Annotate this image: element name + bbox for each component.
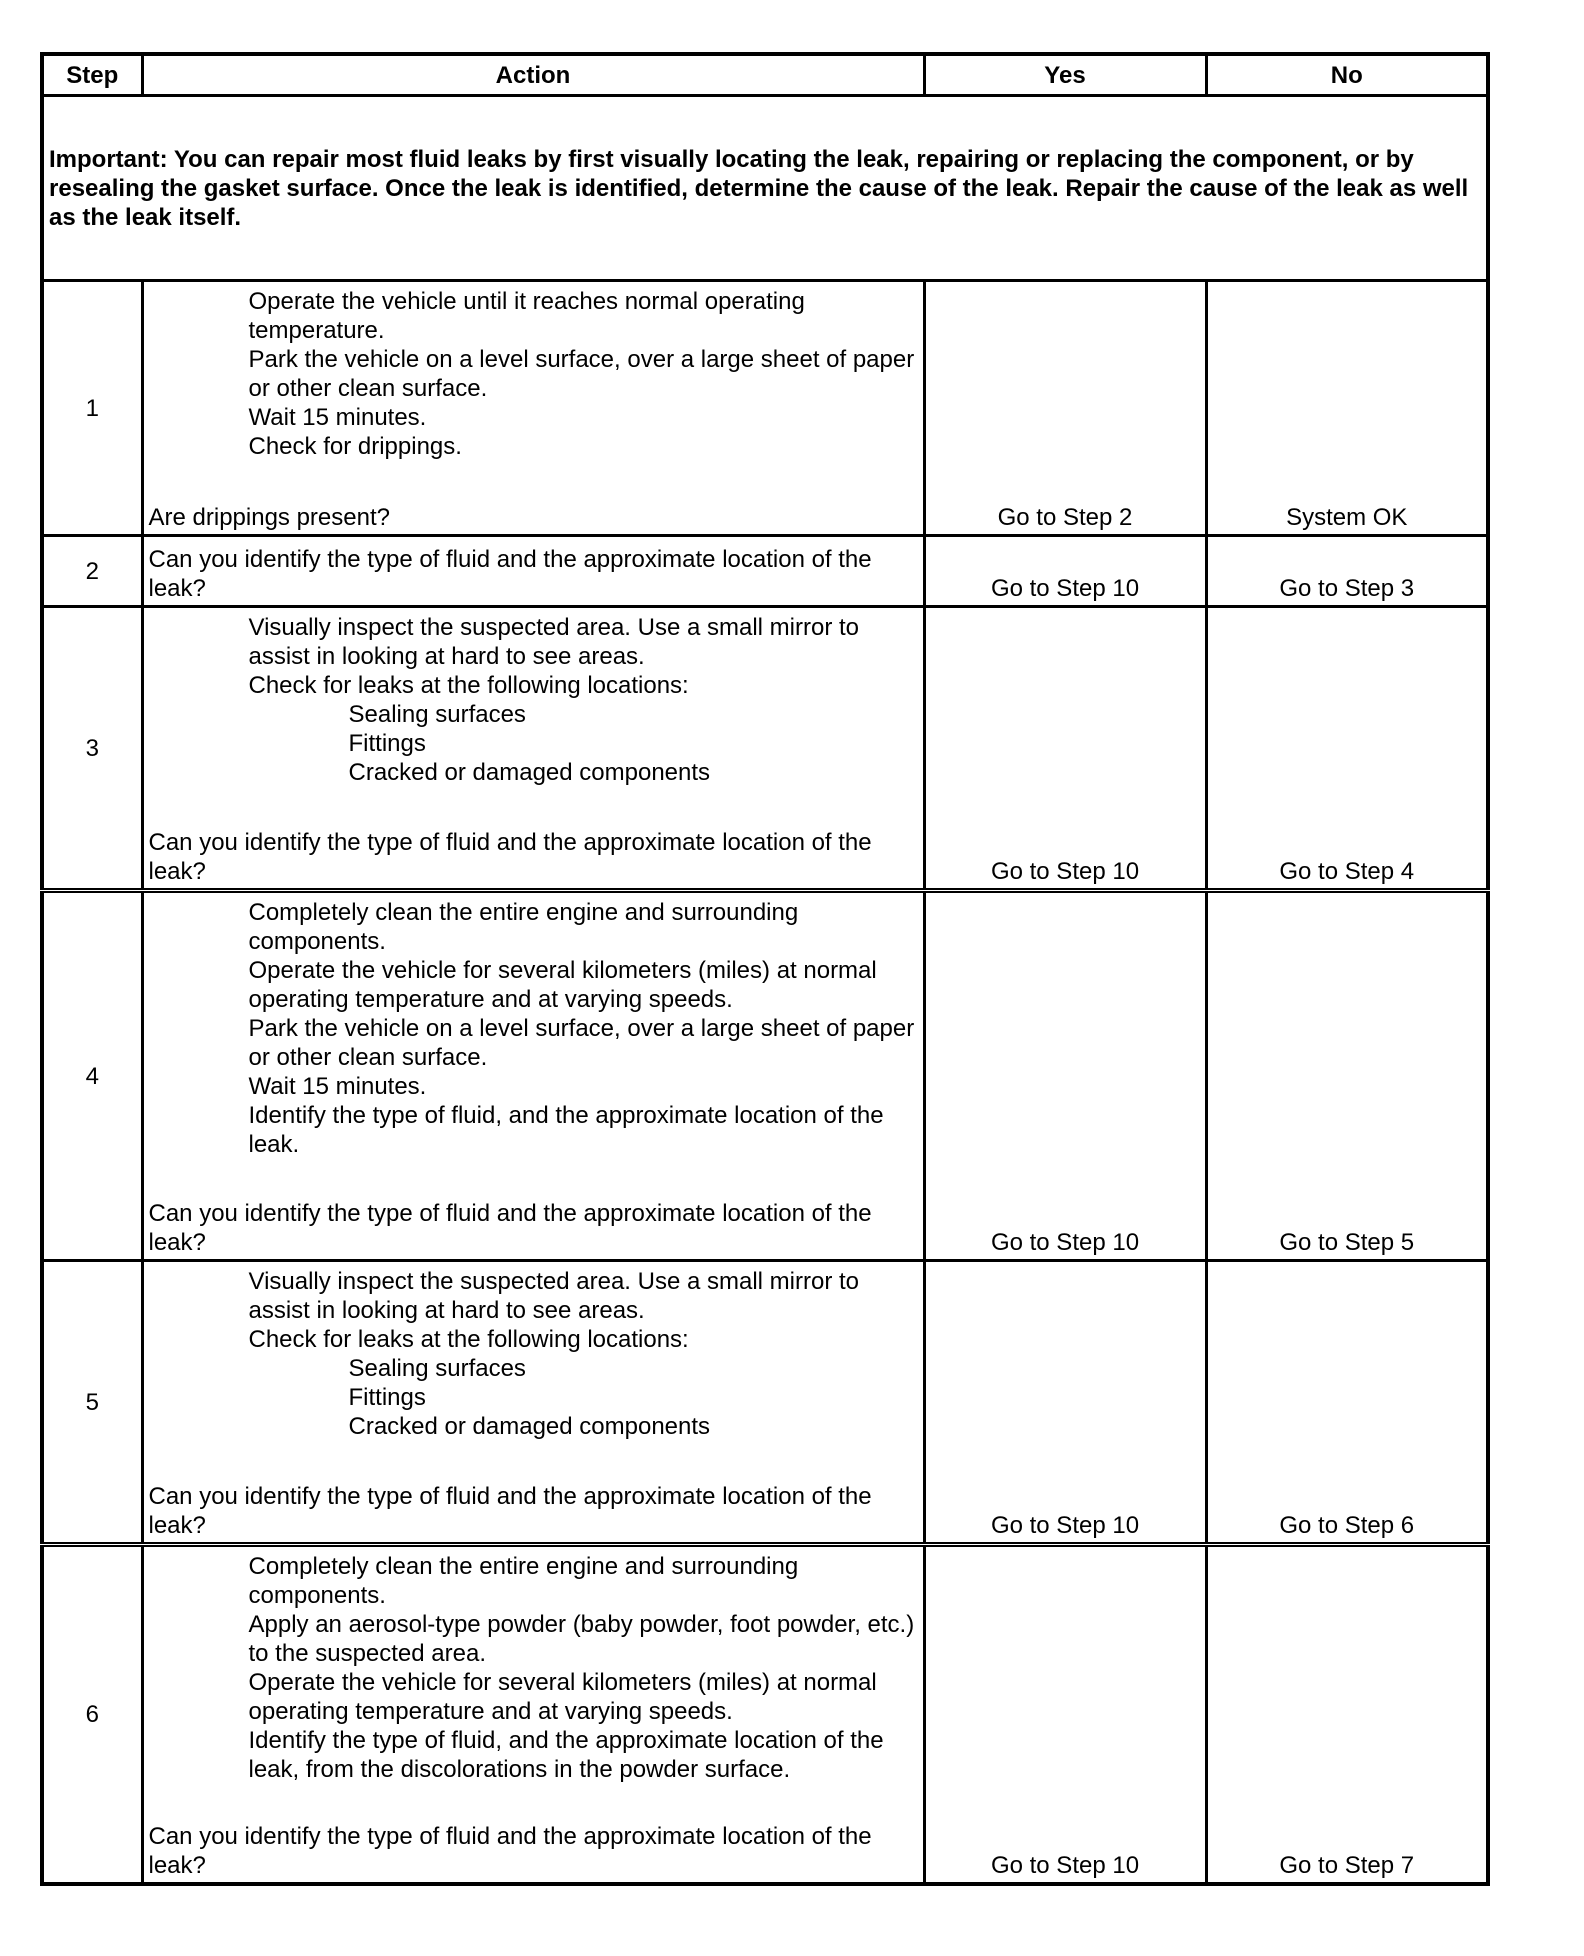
action-item: Check for drippings. <box>248 433 462 460</box>
action-item-text: Check for leaks at the following locations: <box>248 1326 689 1353</box>
yes-answer: Go to Step 2 <box>924 281 1206 536</box>
action-item: Visually inspect the suspected area. Use a small mirror to assist in looking at hard to see areas. <box>248 614 859 670</box>
action-list <box>149 613 915 787</box>
location-list <box>249 1354 915 1441</box>
action-item: Wait 15 minutes. <box>248 404 427 431</box>
action-item <box>249 1325 915 1441</box>
header-row <box>42 54 1488 96</box>
step-number: 4 <box>42 891 142 1261</box>
table-row <box>42 536 1488 607</box>
question: Can you identify the type of fluid and the approximate location of the leak? <box>148 1823 872 1879</box>
action-cell <box>142 281 924 536</box>
step-number: 2 <box>42 536 142 607</box>
step-number: 1 <box>42 281 142 536</box>
yes-answer: Go to Step 10 <box>924 536 1206 607</box>
yes-answer: Go to Step 10 <box>924 891 1206 1261</box>
table-row <box>42 607 1488 891</box>
no-answer: System OK <box>1206 281 1488 536</box>
action-list <box>149 287 915 461</box>
no-answer: Go to Step 5 <box>1206 891 1488 1261</box>
yes-answer: Go to Step 10 <box>924 1545 1206 1885</box>
important-note-row <box>42 96 1488 281</box>
header-yes: Yes <box>924 54 1206 96</box>
step-number: 5 <box>42 1261 142 1545</box>
yes-answer: Go to Step 10 <box>924 1261 1206 1545</box>
action-cell <box>142 1261 924 1545</box>
table-row <box>42 1545 1488 1885</box>
question: Can you identify the type of fluid and the approximate location of the leak? <box>148 546 872 602</box>
location-item: Cracked or damaged components <box>348 1413 711 1440</box>
action-item: Visually inspect the suspected area. Use a small mirror to assist in looking at hard to see areas. <box>248 1268 859 1324</box>
no-answer: Go to Step 4 <box>1206 607 1488 891</box>
action-item: Apply an aerosol-type powder (baby powder, foot powder, etc.) to the suspected area. <box>248 1611 915 1667</box>
step-number: 3 <box>42 607 142 891</box>
action-item: Park the vehicle on a level surface, over a large sheet of paper or other clean surface. <box>248 1015 915 1071</box>
action-item <box>249 671 915 787</box>
no-answer: Go to Step 3 <box>1206 536 1488 607</box>
header-no: No <box>1206 54 1488 96</box>
action-item: Park the vehicle on a level surface, over a large sheet of paper or other clean surface. <box>248 346 915 402</box>
location-list <box>249 700 915 787</box>
question: Can you identify the type of fluid and the approximate location of the leak? <box>148 1483 872 1539</box>
action-list <box>149 1267 915 1441</box>
action-item: Identify the type of fluid, and the approximate location of the leak, from the discolorations in the powder surface. <box>248 1727 884 1783</box>
question: Are drippings present? <box>148 504 390 531</box>
important-note: Important: You can repair most fluid leaks by first visually locating the leak, repairing or replacing the component, or by resealing the gasket surface. Once the leak is identified, determine the cause of the leak. Repair the cause of the leak as well as the leak itself. <box>42 96 1488 281</box>
action-list <box>149 1552 915 1784</box>
action-cell <box>142 536 924 607</box>
location-item: Sealing surfaces <box>348 1355 526 1382</box>
question: Can you identify the type of fluid and the approximate location of the leak? <box>148 829 872 885</box>
action-item: Wait 15 minutes. <box>248 1073 427 1100</box>
no-answer: Go to Step 6 <box>1206 1261 1488 1545</box>
step-number: 6 <box>42 1545 142 1885</box>
action-cell <box>142 891 924 1261</box>
action-item: Operate the vehicle until it reaches normal operating temperature. <box>248 288 805 344</box>
no-answer: Go to Step 7 <box>1206 1545 1488 1885</box>
action-cell <box>142 1545 924 1885</box>
action-item-text: Check for leaks at the following locations: <box>248 672 689 699</box>
yes-answer: Go to Step 10 <box>924 607 1206 891</box>
diagnostic-table <box>40 52 1490 1886</box>
header-step: Step <box>42 54 142 96</box>
action-item: Completely clean the entire engine and surrounding components. <box>248 899 799 955</box>
location-item: Cracked or damaged components <box>348 759 711 786</box>
action-item: Identify the type of fluid, and the approximate location of the leak. <box>248 1102 884 1158</box>
location-item: Fittings <box>348 1384 426 1411</box>
action-list <box>149 898 915 1159</box>
action-cell <box>142 607 924 891</box>
table-row <box>42 891 1488 1261</box>
table-row <box>42 281 1488 536</box>
location-item: Sealing surfaces <box>348 701 526 728</box>
location-item: Fittings <box>348 730 426 757</box>
table-row <box>42 1261 1488 1545</box>
header-action: Action <box>142 54 924 96</box>
action-item: Operate the vehicle for several kilometers (miles) at normal operating temperature and at varying speeds. <box>248 957 877 1013</box>
question: Can you identify the type of fluid and the approximate location of the leak? <box>148 1200 872 1256</box>
action-item: Completely clean the entire engine and surrounding components. <box>248 1553 799 1609</box>
action-item: Operate the vehicle for several kilometers (miles) at normal operating temperature and at varying speeds. <box>248 1669 877 1725</box>
